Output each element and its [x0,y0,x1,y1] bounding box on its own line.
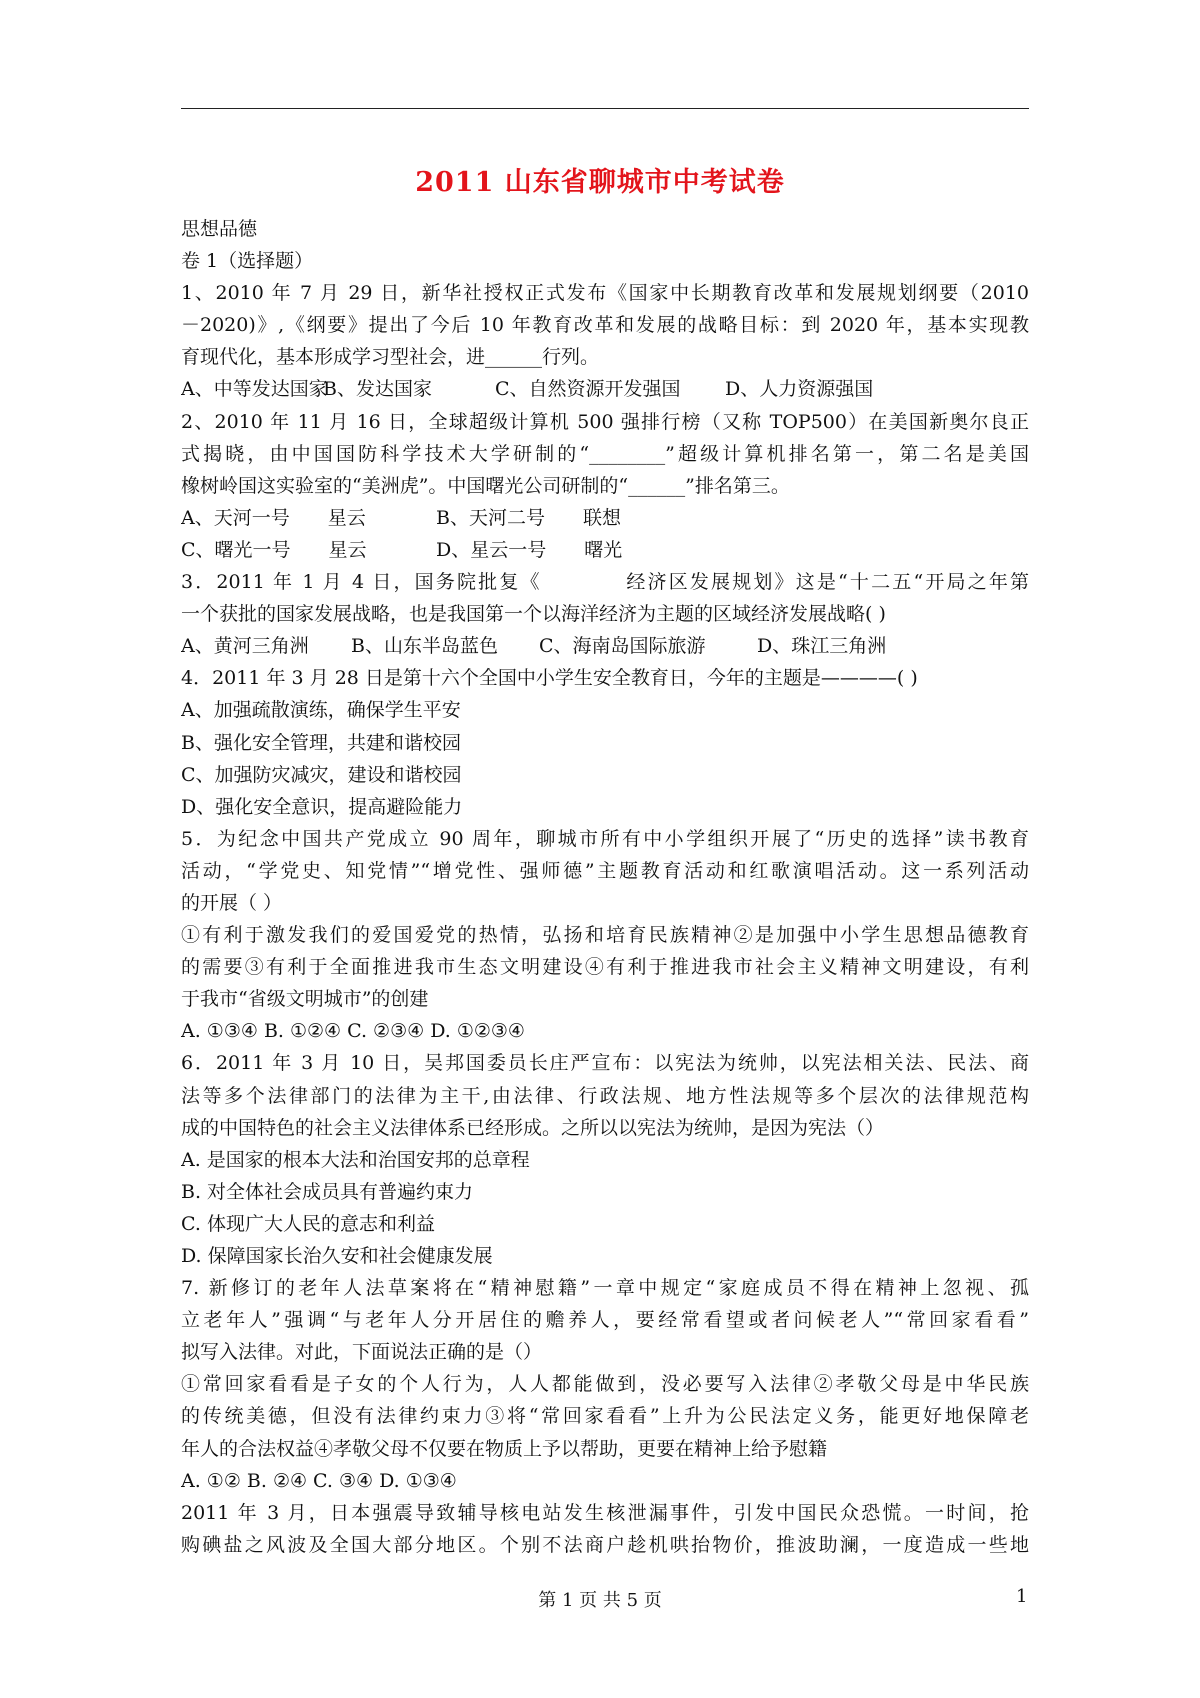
answer-option: B、天河二号 联想 [436,506,621,529]
answer-option: B、山东半岛蓝色 [351,635,498,658]
answer-option: D、珠江三角洲 [757,635,887,658]
answer-options-row [181,630,1029,662]
text-line: 的需要③有利于全面推进我市生态文明建设④有利于推进我市社会主义精神文明建设，有利 [181,956,1029,979]
answer-option: A、天河一号 星云 [181,506,366,529]
text-line: C、加强防灾减灾，建设和谐校园 [181,763,462,786]
text-line: －2020)》,《纲要》提出了今后 10 年教育改革和发展的战略目标：到 2020 年，基本实现教 [181,314,1029,337]
text-line: ①有利于激发我们的爱国爱党的热情，弘扬和培育民族精神②是加强中小学生思想品德教育 [181,924,1029,947]
answer-option: C、自然资源开发强国 [495,378,681,401]
text-line: 6．2011 年 3 月 10 日，吴邦国委员长庄严宣布：以宪法为统帅，以宪法相关法、民法、商 [181,1052,1029,1075]
text-line: B. 对全体社会成员具有普遍约束力 [181,1180,474,1203]
answer-options-row [181,534,1029,566]
text-line: 2011 年 3 月，日本强震导致辅导核电站发生核泄漏事件，引发中国民众恐慌。一时间，抢 [181,1501,1029,1524]
text-line: A、加强疏散演练，确保学生平安 [181,699,461,722]
text-line: 育现代化，基本形成学习型社会，进______行列。 [181,346,600,369]
text-line: 1、2010 年 7 月 29 日，新华社授权正式发布《国家中长期教育改革和发展规划纲要（2010 [181,282,1029,305]
answer-option: C、曙光一号 星云 [181,538,367,561]
text-line: A. ①③④ B. ①②④ C. ②③④ D. ①②③④ [181,1020,525,1043]
text-line: 2、2010 年 11 月 16 日，全球超级计算机 500 强排行榜（又称 TOP500）在美国新奥尔良正 [181,410,1029,433]
text-line: 橡树岭国这实验室的“美洲虎”。中国曙光公司研制的“______”排名第三。 [181,474,790,497]
answer-option: C、海南岛国际旅游 [539,635,706,658]
text-line: A. 是国家的根本大法和治国安邦的总章程 [181,1148,530,1171]
text-line: ①常回家看看是子女的个人行为，人人都能做到，没必要写入法律②孝敬父母是中华民族 [181,1373,1029,1396]
answer-option: A、黄河三角洲 [181,635,309,658]
document-title: 2011 山东省聊城市中考试卷 [415,167,785,198]
header-rule [181,108,1029,109]
text-line: 的开展（ ） [181,891,283,914]
text-line: A. ①② B. ②④ C. ③④ D. ①③④ [181,1469,457,1492]
text-line: 5．为纪念中国共产党成立 90 周年，聊城市所有中小学组织开展了“历史的选择”读书教育 [181,827,1029,850]
answer-option: B、发达国家 [323,378,432,401]
text-line: C. 体现广大人民的意志和利益 [181,1212,435,1235]
text-line: B、强化安全管理，共建和谐校园 [181,731,461,754]
answer-option: D、人力资源强国 [725,378,874,401]
text-line: 成的中国特色的社会主义法律体系已经形成。之所以以宪法为统帅，是因为宪法（） [181,1116,885,1139]
document-body [181,213,1029,1561]
text-line: 于我市“省级文明城市”的创建 [181,988,429,1011]
text-line: 购碘盐之风波及全国大部分地区。个别不法商户趁机哄抬物价，推波助澜，一度造成一些地 [181,1533,1029,1556]
text-line: 卷 1（选择题） [181,250,314,273]
text-line: 思想品德 [181,218,258,240]
text-line: 活动，“学党史、知党情”“增党性、强师德”主题教育活动和红歌演唱活动。这一系列活动 [181,859,1029,882]
text-line: 拟写入法律。对此，下面说法正确的是（） [181,1341,543,1364]
answer-option: D、星云一号 曙光 [436,538,623,561]
text-line: 年人的合法权益④孝敬父母不仅要在物质上予以帮助，更要在精神上给予慰籍 [181,1437,828,1460]
answer-options-row [181,373,1029,405]
text-line: D、强化安全意识，提高避险能力 [181,795,463,818]
text-line: 法等多个法律部门的法律为主干,由法律、行政法规、地方性法规等多个层次的法律规范构 [181,1084,1029,1107]
page-number: 1 [1016,1586,1028,1607]
text-line: 一个获批的国家发展战略，也是我国第一个以海洋经济为主题的区域经济发展战略( ) [181,603,886,626]
answer-option: A、中等发达国家 [181,378,328,401]
page-count-label: 第 1 页 共 5 页 [538,1590,662,1611]
text-line: D. 保障国家长治久安和社会健康发展 [181,1245,493,1267]
text-line: 3．2011 年 1 月 4 日，国务院批复《 经济区发展规划》这是“十二五“开局之年第 [181,571,1029,594]
text-line: 式揭晓，由中国国防科学技术大学研制的“________”超级计算机排名第一，第二名是美国 [181,442,1029,465]
answer-options-row [181,502,1029,534]
text-line: 立老年人”强调“与老年人分开居住的赡养人，要经常看望或者问候老人”“常回家看看” [181,1309,1029,1332]
text-line: 的传统美德，但没有法律约束力③将“常回家看看”上升为公民法定义务，能更好地保障老 [181,1405,1029,1428]
text-line: 7. 新修订的老年人法草案将在“精神慰籍”一章中规定“家庭成员不得在精神上忽视、孤 [181,1277,1029,1300]
text-line: 4．2011 年 3 月 28 日是第十六个全国中小学生安全教育日，今年的主题是————( ) [181,667,918,690]
